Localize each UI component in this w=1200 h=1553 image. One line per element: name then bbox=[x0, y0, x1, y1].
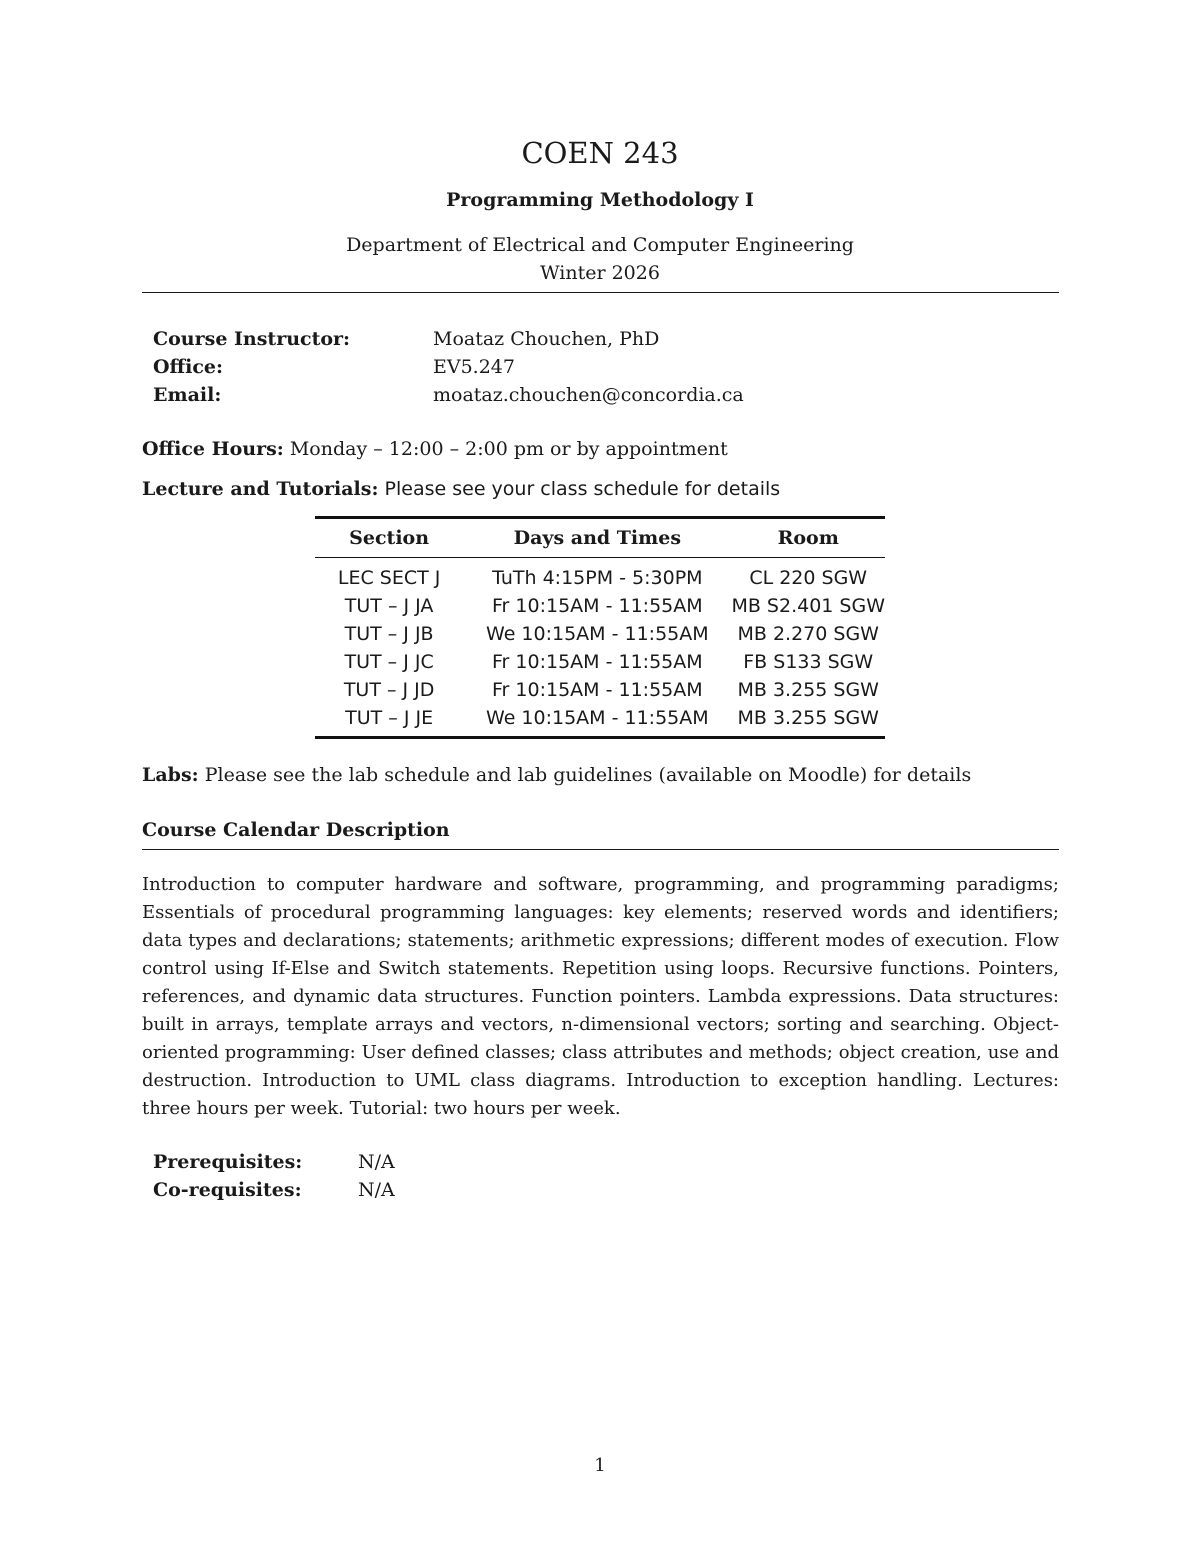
labs-value: Please see the lab schedule and lab guidelines (available on Moodle) for details bbox=[204, 764, 972, 786]
office-hours bbox=[142, 438, 728, 460]
corequisites-label: Co-requisites: bbox=[153, 1179, 302, 1201]
office-hours-value: Monday – 12:00 – 2:00 pm or by appointment bbox=[289, 438, 728, 460]
room-cell: MB S2.401 SGW bbox=[731, 595, 885, 617]
email-value: moataz.chouchen@concordia.ca bbox=[433, 384, 744, 406]
calendar-heading: Course Calendar Description bbox=[142, 819, 450, 841]
term: Winter 2026 bbox=[540, 262, 660, 284]
prerequisites-value: N/A bbox=[358, 1151, 395, 1173]
instructor-name: Moataz Chouchen, PhD bbox=[433, 328, 660, 350]
section-cell: TUT – J JB bbox=[344, 623, 434, 645]
course-code: COEN 243 bbox=[521, 136, 679, 170]
calendar-description: Introduction to computer hardware and software, programming, and programming paradigms; Essentials of procedural programming languages: key elements; reserved words and identifiers; data types and declarations; statements; arithmetic expressions; different modes of execution. Flow control using If-Else and Switch statements. Repetition using loops. Recursive functions. Pointers, references, and dynamic data structures. Function pointers. Lambda expressions. Data structures: built in arrays, template arrays and vectors, n-dimensional vectors; sorting and searching. Object-oriented programming: User defined classes; class attributes and methods; object creation, use and destruction. Introduction to UML class diagrams. Introduction to exception handling. Lectures: three hours per week. Tutorial: two hours per week. bbox=[142, 874, 1059, 1119]
page-number: 1 bbox=[594, 1455, 606, 1476]
header-days-times: Days and Times bbox=[463, 518, 731, 558]
table-row bbox=[315, 676, 885, 704]
department: Department of Electrical and Computer Engineering bbox=[346, 234, 854, 256]
room-cell: MB 2.270 SGW bbox=[737, 623, 879, 645]
calendar-divider bbox=[142, 849, 1059, 850]
table-row bbox=[315, 704, 885, 738]
header-section: Section bbox=[315, 518, 463, 558]
days-times-cell: TuTh 4:15PM - 5:30PM bbox=[492, 567, 703, 589]
header-room: Room bbox=[731, 518, 885, 558]
office-hours-label: Office Hours: bbox=[142, 438, 284, 460]
room-cell: FB S133 SGW bbox=[743, 651, 874, 673]
section-cell: TUT – J JE bbox=[345, 707, 434, 729]
days-times-cell: Fr 10:15AM - 11:55AM bbox=[492, 595, 703, 617]
table-row bbox=[315, 620, 885, 648]
room-cell: MB 3.255 SGW bbox=[737, 679, 879, 701]
section-cell: LEC SECT J bbox=[337, 567, 441, 589]
days-times-cell: Fr 10:15AM - 11:55AM bbox=[492, 651, 703, 673]
schedule-header-row bbox=[315, 518, 885, 558]
email-label: Email: bbox=[153, 384, 222, 406]
lecture-tutorials-label: Lecture and Tutorials: bbox=[142, 478, 379, 500]
prerequisites-label: Prerequisites: bbox=[153, 1151, 303, 1173]
header-divider bbox=[142, 292, 1059, 293]
section-cell: TUT – J JC bbox=[344, 651, 434, 673]
table-row bbox=[315, 592, 885, 620]
lecture-tutorials-value: Please see your class schedule for details bbox=[384, 478, 781, 500]
corequisites-value: N/A bbox=[358, 1179, 395, 1201]
schedule-table bbox=[315, 516, 885, 739]
table-row bbox=[315, 648, 885, 676]
days-times-cell: We 10:15AM - 11:55AM bbox=[486, 707, 709, 729]
room-cell: CL 220 SGW bbox=[749, 567, 868, 589]
room-cell: MB 3.255 SGW bbox=[737, 707, 879, 729]
office-value: EV5.247 bbox=[433, 356, 515, 378]
course-title: Programming Methodology I bbox=[446, 189, 754, 211]
labs-line bbox=[142, 764, 971, 786]
section-cell: TUT – J JD bbox=[343, 679, 435, 701]
section-cell: TUT – J JA bbox=[344, 595, 434, 617]
lecture-tutorials bbox=[142, 478, 780, 500]
office-label: Office: bbox=[153, 356, 224, 378]
labs-label: Labs: bbox=[142, 764, 199, 786]
days-times-cell: Fr 10:15AM - 11:55AM bbox=[492, 679, 703, 701]
instructor-label: Course Instructor: bbox=[153, 328, 351, 350]
table-row bbox=[315, 558, 885, 593]
days-times-cell: We 10:15AM - 11:55AM bbox=[486, 623, 709, 645]
